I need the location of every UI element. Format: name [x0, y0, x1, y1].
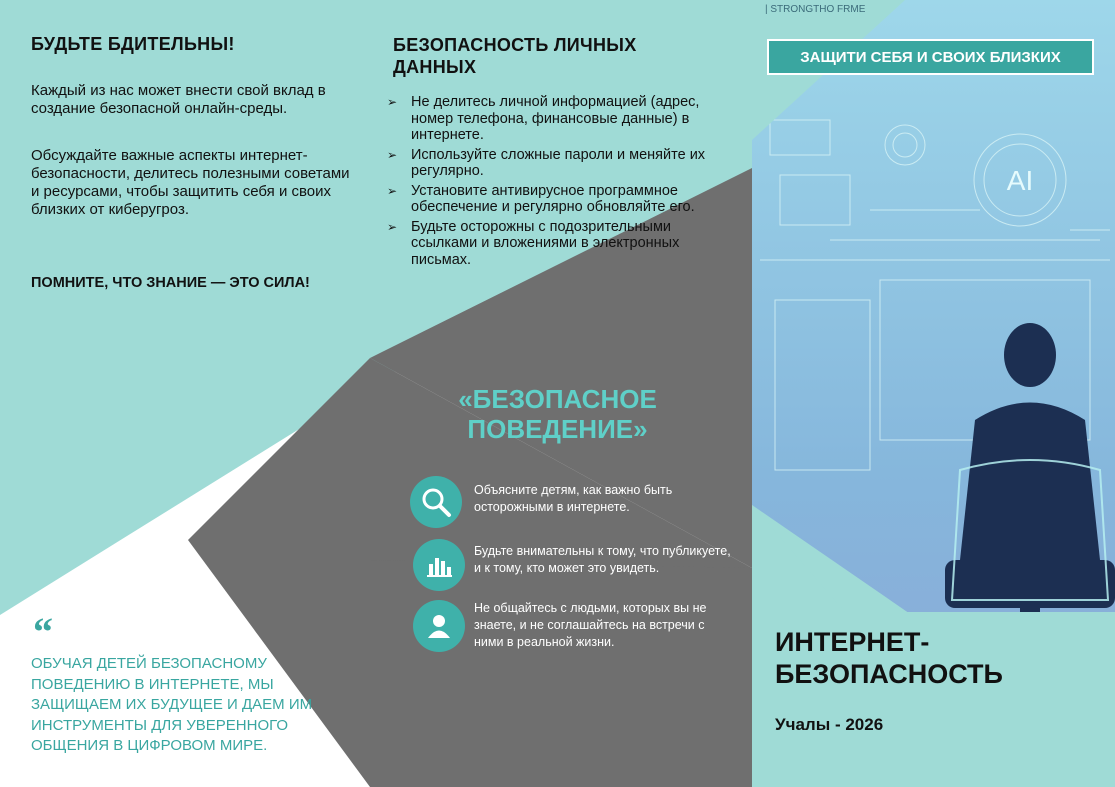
- arrow-bullet-icon: ➢: [387, 147, 398, 162]
- protect-banner: ЗАЩИТИ СЕБЯ И СВОИХ БЛИЗКИХ: [767, 39, 1094, 75]
- gray-lower-shape: [370, 560, 752, 787]
- bar-chart-icon: [413, 539, 465, 591]
- brochure-subtitle: Учалы - 2026: [775, 715, 884, 734]
- intro-paragraph: Каждый из нас может внести свой вклад в создание безопасной онлайн-среды.: [31, 82, 326, 117]
- remember-slogan: ПОМНИТЕ, ЧТО ЗНАНИЕ — ЭТО СИЛА!: [31, 275, 310, 291]
- quote-text: ОБУЧАЯ ДЕТЕЙ БЕЗОПАСНОМУ ПОВЕДЕНИЮ В ИНТЕРНЕТЕ, МЫ ЗАЩИЩАЕМ ИХ БУДУЩЕЕ И ДАЕМ ИМ ИНСТРУМЕНТЫ ДЛЯ УВЕРЕННОГО ОБЩЕНИЯ В ЦИФРОВОМ МИРЕ.: [31, 655, 313, 754]
- hero-image-top-caption: | STRONGTHO FRME: [765, 4, 866, 15]
- brochure-title: ИНТЕРНЕТ-БЕЗОПАСНОСТЬ: [775, 627, 1003, 689]
- tip-text: Будьте внимательны к тому, что публикуете, и к тому, кто может это увидеть.: [474, 544, 731, 575]
- list-item: ➢ Используйте сложные пароли и меняйте их регулярно.: [387, 146, 706, 179]
- vigilance-title: БУДЬТЕ БДИТЕЛЬНЫ!: [31, 34, 235, 54]
- discussion-paragraph: Обсуждайте важные аспекты интернет-безопасности, делитесь полезными советами и ресурсами, чтобы защитить себя и своих близких от киберугроз.: [31, 147, 350, 218]
- personal-data-title: БЕЗОПАСНОСТЬ ЛИЧНЫХ ДАННЫХ: [393, 35, 637, 77]
- arrow-bullet-icon: ➢: [387, 183, 398, 198]
- list-item: ➢ Не делитесь личной информацией (адрес, номер телефона, финансовые данные) в интернете.: [387, 94, 700, 143]
- arrow-bullet-icon: ➢: [387, 95, 398, 109]
- personal-data-list: [387, 94, 732, 271]
- safe-behavior-title: «БЕЗОПАСНОЕ ПОВЕДЕНИЕ»: [458, 384, 657, 444]
- arrow-bullet-icon: ➢: [387, 219, 398, 234]
- tip-text: Объясните детям, как важно быть осторожными в интернете.: [474, 483, 673, 514]
- person-icon: [413, 600, 465, 652]
- list-item: ➢ Будьте осторожны с подозрительными ссылками и вложениями в электронных письмах.: [387, 218, 680, 268]
- magnifier-icon: [410, 476, 462, 528]
- list-item: ➢ Установите антивирусное программное обеспечение и регулярно обновляйте его.: [387, 182, 695, 215]
- hero-image-ai-glyph: AI: [1006, 165, 1034, 196]
- tip-text: Не общайтесь с людьми, которых вы не знаете, и не соглашайтесь на встречи с ними в реальной жизни.: [474, 601, 707, 649]
- quote-mark-icon: “: [33, 609, 53, 654]
